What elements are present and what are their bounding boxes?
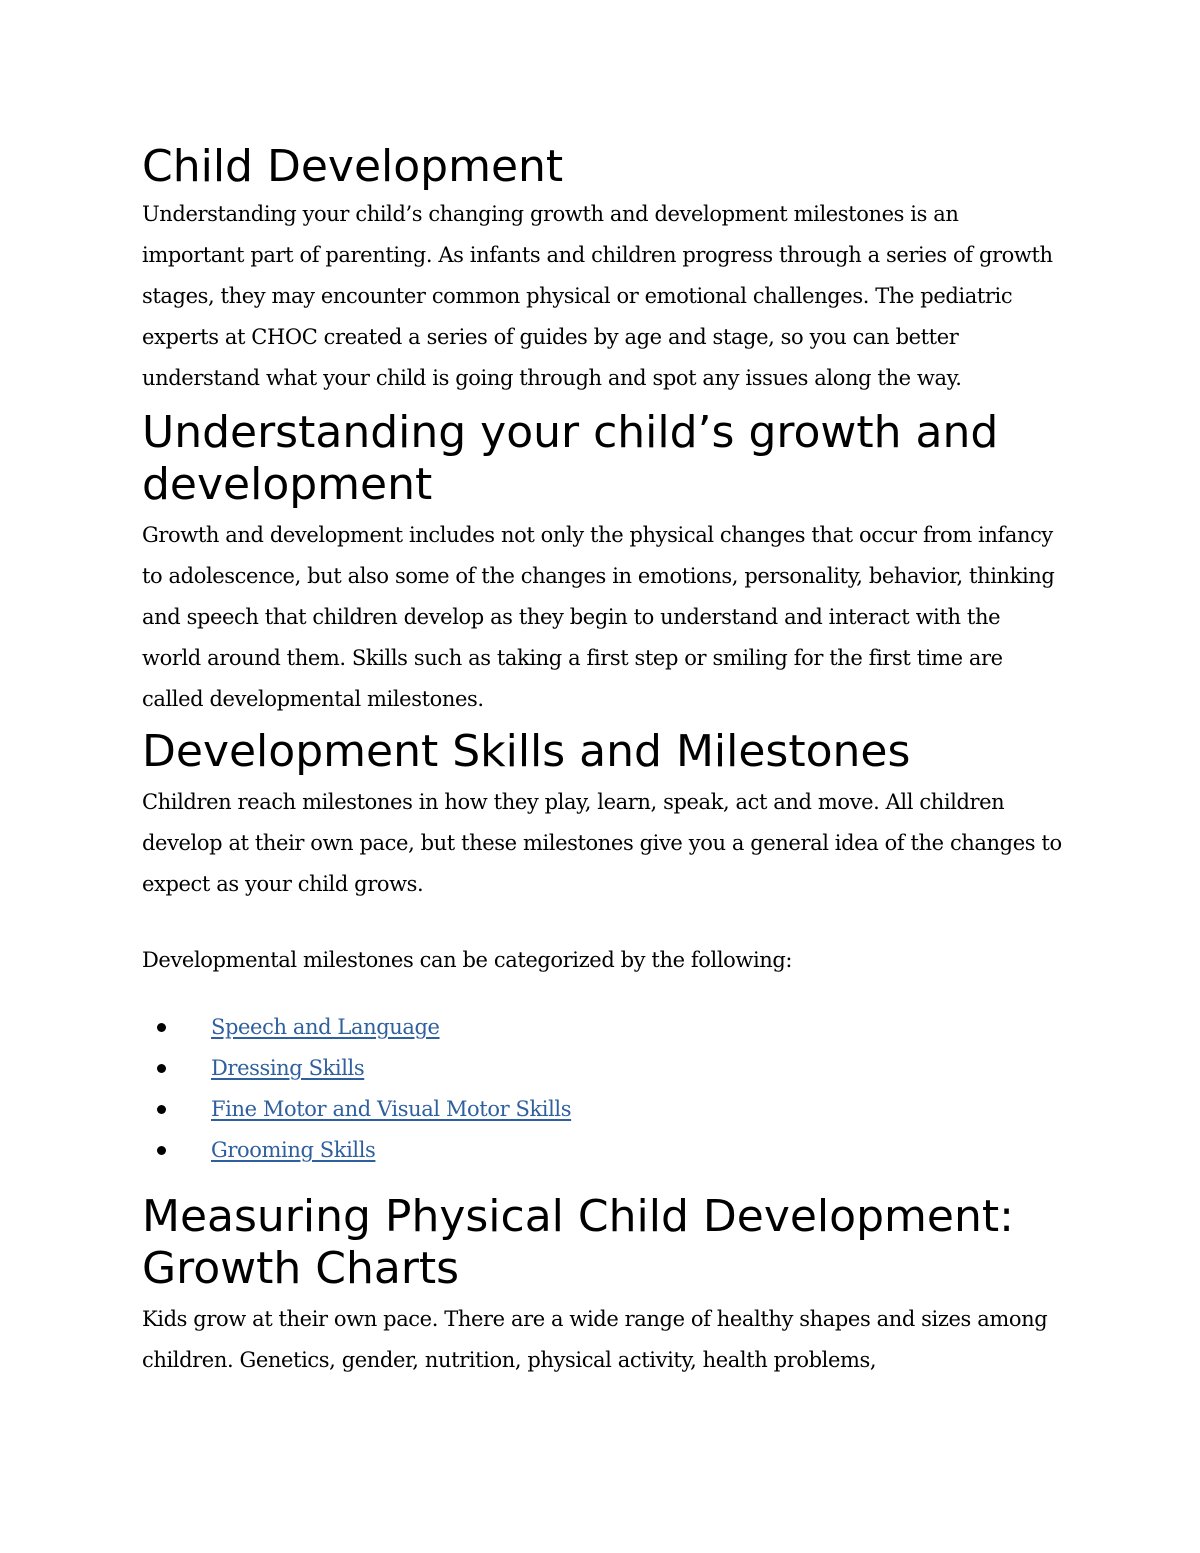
link-fine-motor-visual-motor-skills[interactable]: Fine Motor and Visual Motor Skills <box>211 1097 572 1121</box>
section-body-understanding: Growth and development includes not only the physical changes that occur from infancy to adolescence, but also some of the changes in emotions, personality, behavior, thinking and speech that children develop as they begin to understand and interact with the world around them. Skills such as taking a first step or smiling for the first time are called developmental milestones. <box>142 523 1055 711</box>
list-item <box>142 1048 1062 1089</box>
bullet-icon <box>157 1105 166 1114</box>
section-body-growth-charts: Kids grow at their own pace. There are a wide range of healthy shapes and sizes among children. Genetics, gender, nutrition, physical activity, health problems, <box>142 1307 1048 1372</box>
intro-paragraph: Understanding your child’s changing growth and development milestones is an important part of parenting. As infants and children progress through a series of growth stages, they may encounter common physical or emotional challenges. The pediatric experts at CHOC created a series of guides by age and stage, so you can better understand what your child is going through and spot any issues along the way. <box>142 202 1053 390</box>
list-item <box>142 1130 1062 1171</box>
bullet-icon <box>157 1064 166 1073</box>
page-title: Child Development <box>142 141 564 192</box>
bullet-icon <box>157 1023 166 1032</box>
link-grooming-skills[interactable]: Grooming Skills <box>211 1138 376 1162</box>
section-body-skills-milestones: Children reach milestones in how they play, learn, speak, act and move. All children develop at their own pace, but these milestones give you a general idea of the changes to expect as your child grows. <box>142 790 1062 896</box>
section-heading-skills-milestones: Development Skills and Milestones <box>142 726 911 777</box>
link-speech-and-language[interactable]: Speech and Language <box>211 1015 440 1039</box>
section-heading-understanding: Understanding your child’s growth and development <box>142 407 999 510</box>
categories-intro: Developmental milestones can be categorized by the following: <box>142 948 793 972</box>
list-item <box>142 1089 1062 1130</box>
list-item <box>142 1007 1062 1048</box>
bullet-icon <box>157 1146 166 1155</box>
milestone-categories-list <box>142 1007 1062 1171</box>
document-page <box>142 140 1062 1381</box>
link-dressing-skills[interactable]: Dressing Skills <box>211 1056 365 1080</box>
section-heading-growth-charts: Measuring Physical Child Development: Growth Charts <box>142 1191 1014 1294</box>
